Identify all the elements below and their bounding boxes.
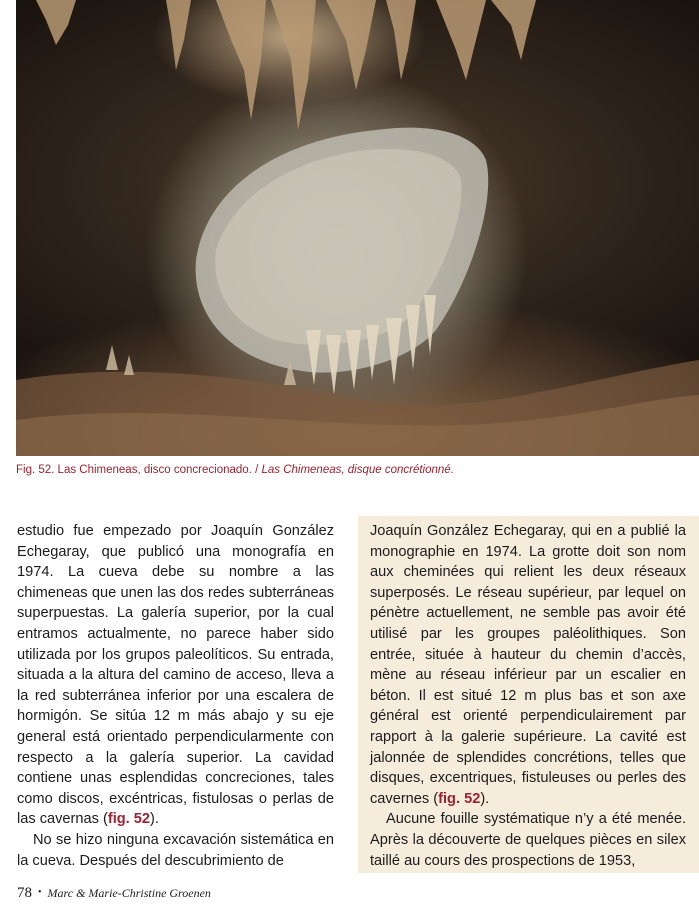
spanish-text-column	[17, 521, 334, 871]
figure-reference-link[interactable]: fig. 52	[107, 811, 151, 828]
french-paragraph-2: Aucune fouille systématique n’y a été menée. Après la découverte de quelques pièces en silex taillé au cours des prospections de 1953,	[370, 811, 686, 869]
figure-caption	[16, 463, 696, 478]
cave-photo-illustration	[16, 0, 699, 456]
french-paragraph-1-end: ).	[480, 790, 490, 807]
page-footer	[17, 885, 211, 902]
spanish-paragraph-1-end: ).	[150, 811, 159, 828]
spanish-paragraph-1	[17, 521, 334, 830]
caption-french: Las Chimeneas, disque concrétionné.	[261, 464, 454, 476]
cave-photo-concretion-disc	[16, 0, 699, 456]
spanish-paragraph-1-text: estudio fue empezado por Joaquín González Echegaray, que publicó una monografía en 1974. La cueva debe su nombre a las chimeneas que unen las dos redes subterráneas superpuestas. La galería superior, por la cual entramos actualmente, no parece haber sido utilizada por los grupos paleolíticos. Su entrada, situada a la altura del camino de acceso, lleva a la red subterránea inferior por una escalera de hormigón. Se sitúa 12 m más abajo y su eje general está orientado perpendicularmente con respecto a la galería superior. La cavidad contiene unas esplendidas concreciones, tales como discos, excéntricas, fistulosas o perlas de las cavernas (	[17, 523, 334, 828]
footer-separator: •	[38, 887, 42, 898]
caption-spanish: Fig. 52. Las Chimeneas, disco concrecionado. /	[16, 464, 262, 476]
page-number: 78	[17, 885, 32, 901]
figure-reference-link[interactable]: fig. 52	[438, 790, 481, 807]
french-paragraph-1	[370, 521, 686, 809]
french-text-column	[370, 521, 686, 871]
spanish-paragraph-2: No se hizo ninguna excavación sistemática en la cueva. Después del descubrimiento de	[17, 831, 334, 869]
footer-authors: Marc & Marie-Christine Groenen	[47, 886, 211, 900]
french-paragraph-1-text: Joaquín González Echegaray, qui en a publié la monographie en 1974. La grotte doit son nom aux cheminées qui relient les deux réseaux superposés. Le réseau supérieur, par lequel on pénètre actuellement, ne semble pas avoir été utilisé par les groupes paléolithiques. Son entrée, située à hauteur du chemin d’accès, mène au réseau inférieur par un escalier en béton. Il est situé 12 m plus bas et son axe général est orienté perpendiculairement par rapport à la galerie supérieure. La cavité est jalonnée de splendides concrétions, telles que disques, excentriques, fistuleuses ou perles des cavernes (	[370, 523, 686, 807]
